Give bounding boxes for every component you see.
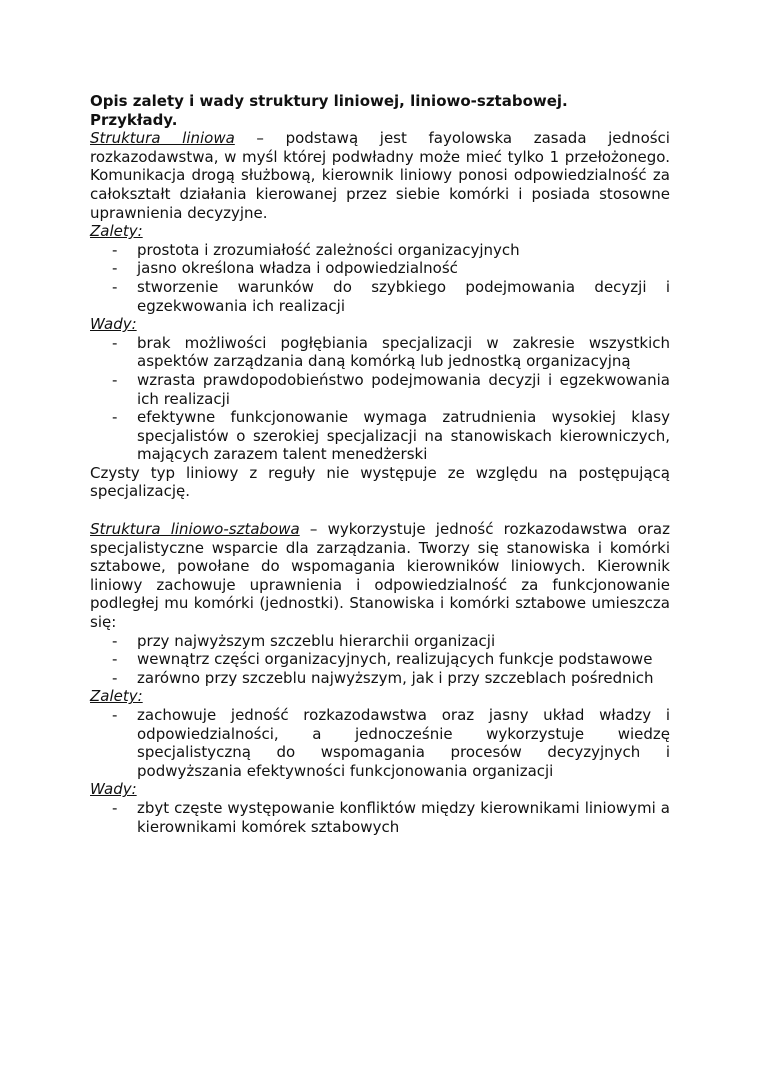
section1-definition	[90, 129, 670, 222]
list-item: - przy najwyższym szczeblu hierarchii organizacji	[112, 631, 496, 650]
list-item: - jasno określona władza i odpowiedzialność	[112, 259, 458, 278]
list-item: - zarówno przy szczeblu najwyższym, jak i przy szczeblach pośrednich	[112, 668, 654, 687]
title-line-2: Przykłady.	[90, 110, 178, 129]
list-item: - efektywne funkcjonowanie wymaga zatrudnienia wysokiej klasy specjalistów o szerokiej specjalizacji na stanowiskach kierowniczych, mających zarazem talent menedżerski	[112, 408, 670, 464]
section1-definition-text: – podstawą jest fayolowska zasada jedności rozkazodawstwa, w myśl której podwładny może mieć tylko 1 przełożonego. Komunikacja drogą służbową, kierownik liniowy ponosi odpowiedzialność za całokształt działania kierowanej przez siebie komórki i posiada stosowne uprawnienia decyzyjne.	[90, 129, 670, 222]
section1-term: Struktura liniowa	[90, 129, 235, 148]
paragraph-gap	[90, 501, 670, 520]
section2-cons-list	[90, 799, 670, 836]
list-item: - zbyt częste występowanie konfliktów między kierownikami liniowymi a kierownikami komórek sztabowych	[112, 798, 670, 836]
title-line-1: Opis zalety i wady struktury liniowej, liniowo-sztabowej.	[90, 92, 568, 110]
section2-pros-list	[90, 706, 670, 780]
list-item: - stworzenie warunków do szybkiego podejmowania decyzji i egzekwowania ich realizacji	[112, 277, 670, 315]
section2-placements-list	[90, 632, 670, 688]
list-item: - wzrasta prawdopodobieństwo podejmowania decyzji i egzekwowania ich realizacji	[112, 370, 670, 408]
section2-definition-text: – wykorzystuje jedność rozkazodawstwa oraz specjalistyczne wsparcie dla zarządzania. Tworzy się stanowiska i komórki sztabowe, powołane do wspomagania kierowników liniowych. Kierownik liniowy zachowuje uprawnienia i odpowiedzialność za funkcjonowanie podległej mu komórki (jednostki). Stanowiska i komórki sztabowe umieszcza się:	[90, 520, 670, 632]
section1-pros-list	[90, 241, 670, 315]
section1-cons-label: Wady:	[90, 315, 137, 334]
section1-closing: Czysty typ liniowy z reguły nie występuje ze względu na postępującą specjalizację.	[90, 463, 670, 501]
list-item: - brak możliwości pogłębiania specjalizacji w zakresie wszystkich aspektów zarządzania daną komórką lub jednostką organizacyjną	[112, 333, 670, 371]
section2-definition	[90, 520, 670, 632]
section1-pros-label: Zalety:	[90, 222, 143, 241]
section2-cons-label: Wady:	[90, 780, 137, 799]
list-item: - zachowuje jedność rozkazodawstwa oraz jasny układ władzy i odpowiedzialności, a jednocześnie wykorzystuje wiedzę specjalistyczną do wspomagania procesów decyzyjnych i podwyższania efektywności funkcjonowania organizacji	[112, 706, 670, 780]
list-item: - wewnątrz części organizacyjnych, realizujących funkcje podstawowe	[112, 650, 653, 669]
document-page	[90, 92, 670, 836]
document-title	[90, 92, 670, 129]
section2-term: Struktura liniowo-sztabowa	[90, 520, 300, 539]
section2-pros-label: Zalety:	[90, 687, 143, 706]
section1-cons-list	[90, 334, 670, 464]
list-item: - prostota i zrozumiałość zależności organizacyjnych	[112, 240, 520, 259]
